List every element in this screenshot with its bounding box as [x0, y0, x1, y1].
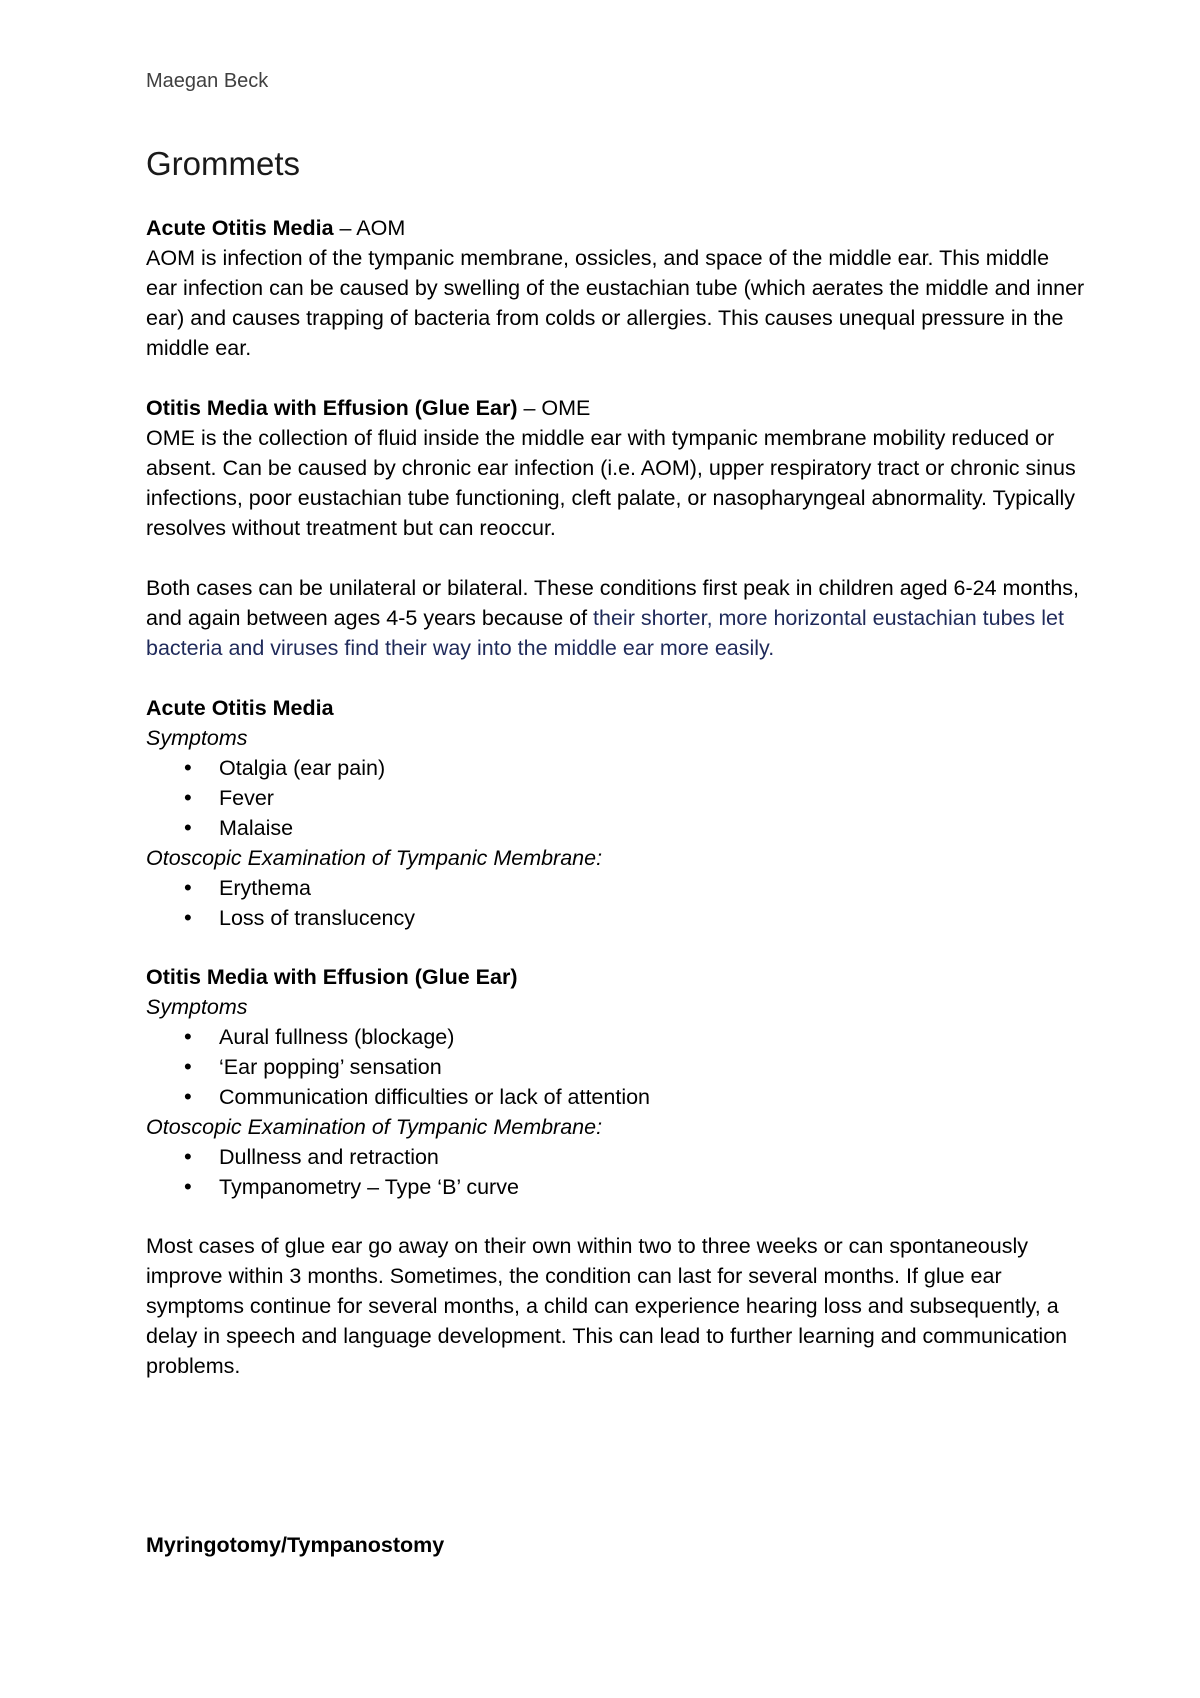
list-item: • Aural fullness (blockage) [146, 1022, 1086, 1052]
aom-intro-section [146, 213, 1086, 363]
procedure-section [146, 1530, 1086, 1560]
ome-section-heading: Otitis Media with Effusion (Glue Ear) [146, 965, 518, 989]
ome-intro-heading-line [146, 393, 1086, 423]
both-cases-paragraph [146, 573, 1086, 663]
aom-exam-list [146, 873, 1086, 933]
list-item: • ‘Ear popping’ sensation [146, 1052, 1086, 1082]
ome-symptoms-list [146, 1022, 1086, 1112]
list-item: • Tympanometry – Type ‘B’ curve [146, 1172, 1086, 1202]
aom-symptoms-label: Symptoms [146, 726, 248, 750]
aom-section-heading: Acute Otitis Media [146, 696, 334, 720]
both-cases-text-highlight: their shorter, more horizontal eustachian tubes let bacteria and viruses find their way into the middle ear more easily. [146, 606, 1064, 660]
ome-intro-body: OME is the collection of fluid inside the middle ear with tympanic membrane mobility reduced or absent. Can be caused by chronic ear infection (i.e. AOM), upper respiratory tract or chronic sinus infections, poor eustachian tube functioning, cleft palate, or nasopharyngeal abnormality. Typically resolves without treatment but can reoccur. [146, 426, 1076, 540]
page-title: Grommets [146, 145, 301, 182]
both-cases-text-main: Both cases can be unilateral or bilateral. These conditions first peak in children aged 6-24 months, and again between ages 4-5 years because of [146, 576, 1080, 630]
aom-section [146, 693, 1086, 933]
procedure-heading: Myringotomy/Tympanostomy [146, 1533, 445, 1557]
list-item: • Loss of translucency [146, 903, 1086, 933]
ome-section [146, 962, 1086, 1202]
ome-intro-section [146, 393, 1086, 543]
author-name: Maegan Beck [146, 70, 269, 92]
ome-intro-heading: Otitis Media with Effusion (Glue Ear) [146, 396, 518, 420]
list-item: • Erythema [146, 873, 1086, 903]
ome-symptoms-label: Symptoms [146, 995, 248, 1019]
aom-intro-heading: Acute Otitis Media [146, 216, 334, 240]
ome-exam-label: Otoscopic Examination of Tympanic Membrane: [146, 1115, 603, 1139]
aom-intro-heading-suffix: – AOM [333, 216, 406, 240]
glue-ear-outcome-paragraph [146, 1231, 1086, 1381]
list-item: • Otalgia (ear pain) [146, 753, 1086, 783]
both-cases-text [146, 573, 1086, 663]
aom-exam-label: Otoscopic Examination of Tympanic Membrane: [146, 846, 603, 870]
list-item: • Fever [146, 783, 1086, 813]
list-item: • Dullness and retraction [146, 1142, 1086, 1172]
aom-symptoms-list [146, 753, 1086, 843]
list-item: • Communication difficulties or lack of attention [146, 1082, 1086, 1112]
list-item: • Malaise [146, 813, 1086, 843]
aom-intro-heading-line [146, 213, 1086, 243]
glue-ear-outcome-body: Most cases of glue ear go away on their own within two to three weeks or can spontaneously improve within 3 months. Sometimes, the condition can last for several months. If glue ear symptoms continue for several months, a child can experience hearing loss and subsequently, a delay in speech and language development. This can lead to further learning and communication problems. [146, 1234, 1068, 1378]
ome-intro-heading-suffix: – OME [517, 396, 591, 420]
aom-intro-body: AOM is infection of the tympanic membrane, ossicles, and space of the middle ear. This middle ear infection can be caused by swelling of the eustachian tube (which aerates the middle and inner ear) and causes trapping of bacteria from colds or allergies. This causes unequal pressure in the middle ear. [146, 246, 1085, 360]
ome-exam-list [146, 1142, 1086, 1202]
